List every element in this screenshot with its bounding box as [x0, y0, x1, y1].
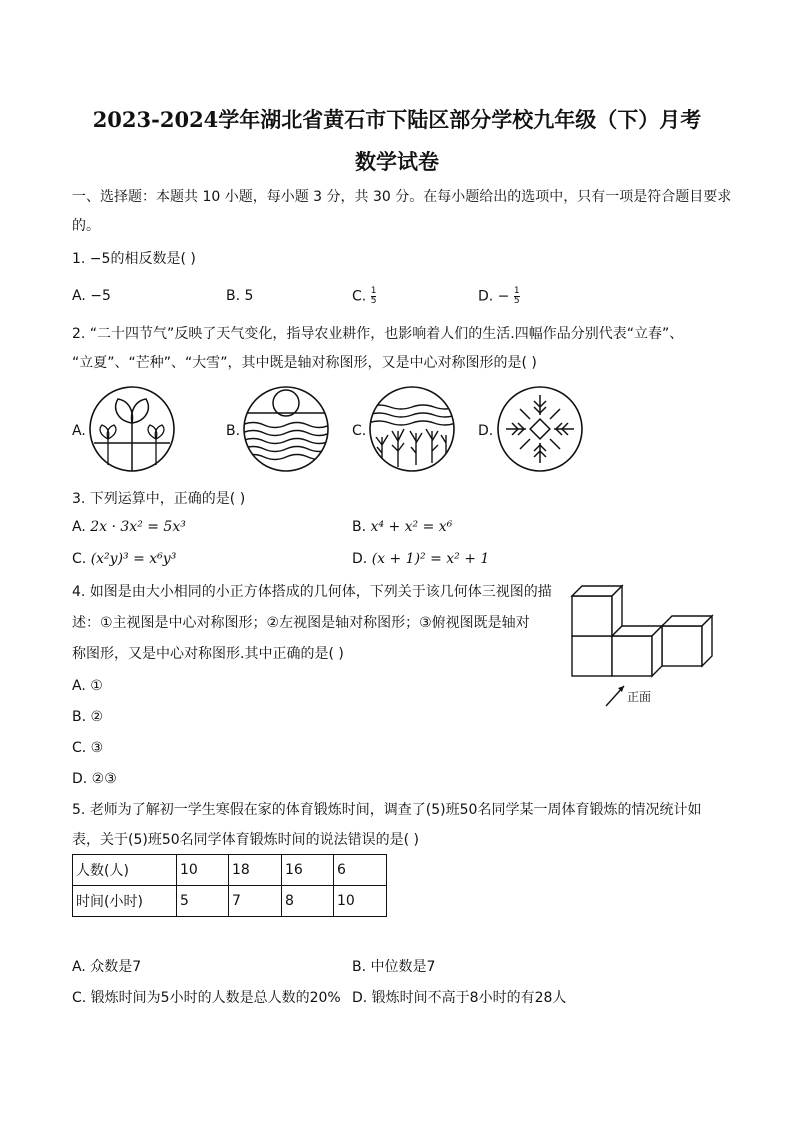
- table-row: [73, 886, 387, 917]
- q1-option-a: A. −5: [72, 288, 111, 304]
- q4-option-d: D. ②③: [72, 771, 117, 787]
- q4-stem-line1: 4. 如图是由大小相同的小正方体搭成的几何体，下列关于该几何体三视图的描: [72, 584, 552, 600]
- q1-option-c: C. $\frac{1}{5}$: [352, 286, 377, 306]
- q4-option-b: B. ②: [72, 709, 104, 725]
- table-cell: 人数(人): [73, 855, 177, 886]
- q2-label-a: A.: [72, 423, 86, 439]
- section-header-line2: 的。: [72, 218, 100, 234]
- grain-plants-figure: [368, 385, 456, 473]
- q4-option-c: C. ③: [72, 740, 104, 756]
- table-row: [73, 855, 387, 886]
- q3-option-c: C. (x²y)³ = x⁶y³: [72, 551, 177, 567]
- cube-stack-figure: [566, 580, 726, 715]
- table-cell: 6: [334, 855, 387, 886]
- table-cell: 18: [229, 855, 282, 886]
- table-cell: 10: [334, 886, 387, 917]
- q3-option-b: B. x⁴ + x² = x⁶: [352, 519, 453, 535]
- q3-stem: 3. 下列运算中，正确的是( ): [72, 491, 246, 507]
- q4-stem-line3: 称图形，又是中心对称图形.其中正确的是( ): [72, 646, 344, 662]
- table-cell: 8: [282, 886, 334, 917]
- q3-option-d: D. (x + 1)² = x² + 1: [352, 551, 490, 567]
- q5-stem-line1: 5. 老师为了解初一学生寒假在家的体育锻炼时间，调查了(5)班50名同学某一周体育锻炼的情况统计如: [72, 802, 702, 818]
- table-cell: 7: [229, 886, 282, 917]
- q5-option-b: B. 中位数是7: [352, 959, 436, 975]
- exam-title: 2023-2024学年湖北省黄石市下陆区部分学校九年级（下）月考: [92, 107, 702, 132]
- q2-label-d: D.: [478, 423, 494, 439]
- q1-fraction-d: $\frac{1}{5}$: [513, 286, 520, 306]
- table-cell: 10: [177, 855, 229, 886]
- q4-stem-line2: 述：①主视图是中心对称图形；②左视图是轴对称图形；③俯视图既是轴对: [72, 615, 530, 631]
- q5-option-a: A. 众数是7: [72, 959, 142, 975]
- exam-subtitle: 数学试卷: [355, 149, 439, 174]
- q5-option-d: D. 锻炼时间不高于8小时的有28人: [352, 990, 567, 1006]
- q3-option-a: A. 2x · 3x² = 5x³: [72, 519, 186, 535]
- q2-label-b: B.: [226, 423, 241, 439]
- table-cell: 时间(小时): [73, 886, 177, 917]
- exercise-stats-table: [72, 854, 387, 917]
- table-cell: 5: [177, 886, 229, 917]
- summer-sun-figure: [242, 385, 330, 473]
- q2-stem-line2: “立夏”、“芒种”、“大雪”，其中既是轴对称图形，又是中心对称图形的是( ): [72, 355, 537, 371]
- q4-option-a: A. ①: [72, 678, 103, 694]
- q1-fraction-c: $\frac{1}{5}$: [370, 286, 377, 306]
- q1-option-b: B. 5: [226, 288, 254, 304]
- q5-option-c: C. 锻炼时间为5小时的人数是总人数的20%: [72, 990, 341, 1006]
- q5-stem-line2: 表，关于(5)班50名同学体育锻炼时间的说法错误的是( ): [72, 832, 420, 848]
- q1-option-d: D. − $\frac{1}{5}$: [478, 286, 520, 306]
- q1-stem: 1. −5的相反数是( ): [72, 251, 196, 267]
- q2-label-c: C.: [352, 423, 367, 439]
- section-header-line1: 一、选择题：本题共 10 小题，每小题 3 分，共 30 分。在每小题给出的选项中，只有一项是符合题目要求: [72, 189, 732, 205]
- spring-sprout-figure: [88, 385, 176, 473]
- q2-stem-line1: 2. “二十四节气”反映了天气变化，指导农业耕作，也影响着人们的生活.四幅作品分别代表“立春”、: [72, 326, 684, 342]
- front-view-label: 正面: [627, 690, 652, 704]
- table-cell: 16: [282, 855, 334, 886]
- snowflake-figure: [496, 385, 584, 473]
